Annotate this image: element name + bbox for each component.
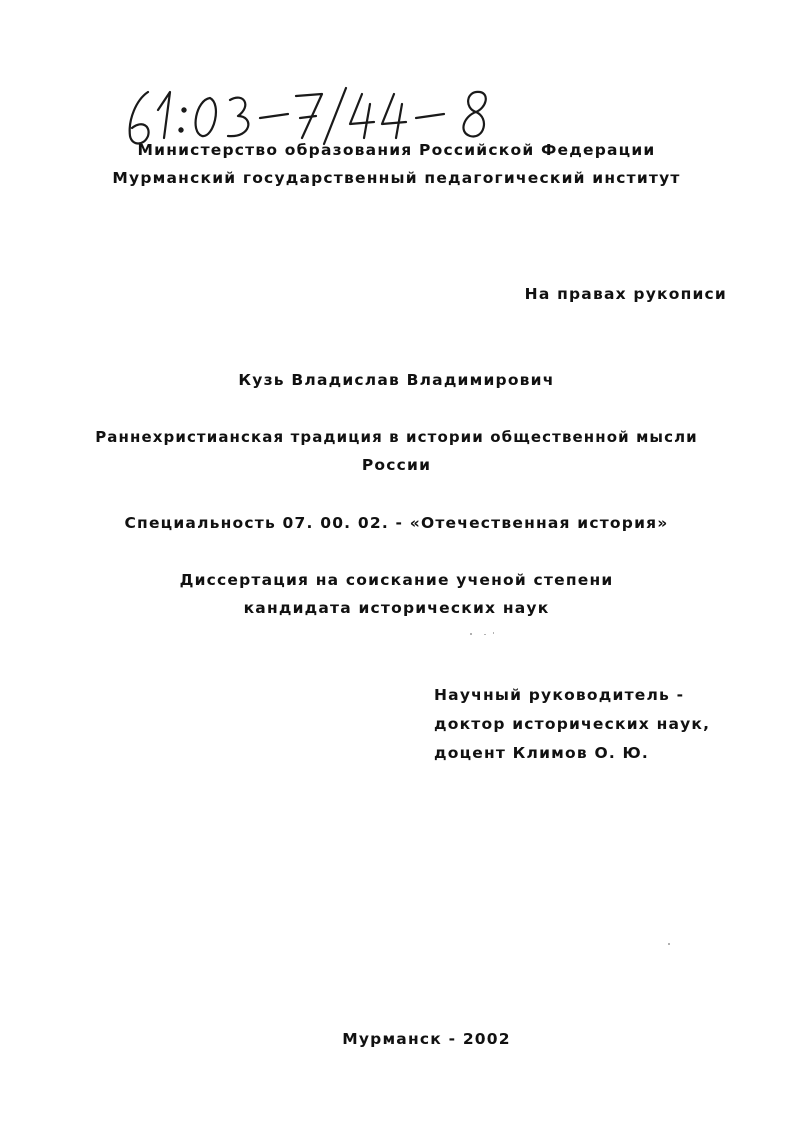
dissertation-title-line2: России (361, 456, 432, 474)
supervisor-line3: доцент Климов О. Ю. (434, 744, 650, 762)
rights-note: На правах рукописи (524, 285, 727, 303)
supervisor-line2: доктор исторических наук, (434, 715, 711, 733)
degree-line2: кандидата исторических наук (243, 599, 550, 617)
supervisor-line1: Научный руководитель - (434, 686, 685, 704)
city-year: Мурманск - 2002 (342, 1030, 511, 1048)
scan-speck (668, 943, 670, 945)
degree-line1: Диссертация на соискание ученой степени (179, 571, 614, 589)
ministry-name: Министерство образования Российской Федерации (137, 141, 656, 159)
dissertation-title-line1: Раннехристианская традиция в истории общественной мысли (95, 428, 698, 446)
specialty: Специальность 07. 00. 02. - «Отечественная история» (124, 514, 669, 532)
author-name: Кузь Владислав Владимирович (238, 371, 555, 389)
scan-speck (493, 632, 494, 634)
scan-speck (470, 633, 472, 635)
scan-speck (484, 634, 486, 635)
institute-name: Мурманский государственный педагогический институт (112, 169, 681, 187)
